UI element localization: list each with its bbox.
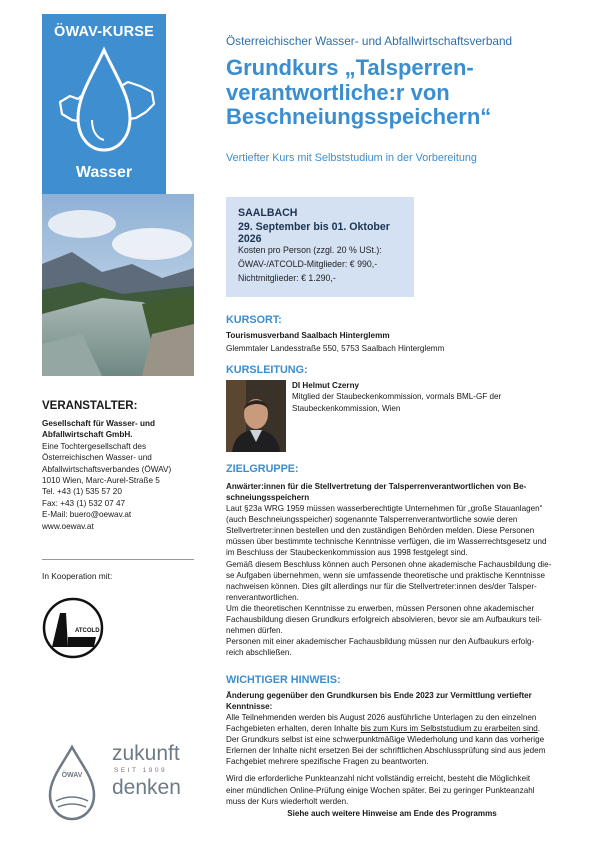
body-line: reich abschließen. (226, 648, 292, 658)
body-text: . (537, 724, 541, 734)
oewav-zukunft-logo (42, 743, 102, 821)
cost-line: ÖWAV-/ATCOLD-Mitglieder: € 990,- (238, 259, 378, 269)
course-date: 29. September bis 01. Oktober 2026 (238, 221, 390, 245)
oewav-logo-letters: ÖWAV (61, 772, 83, 779)
course-title-line: Beschneiungsspeichern“ (226, 104, 492, 129)
body-line: einer mündlichen Online-Prüfung einige Wochen später. Bei zu geringer Punkteanzahl (226, 785, 535, 795)
target-group-line: Anwärter:innen für die Stellvertretung der Talsperrenverantwortlichen von Be- (226, 482, 527, 491)
course-title (226, 56, 566, 130)
body-line: muss der Kurs wiederholt werden. (226, 796, 349, 806)
instructor-role-line: Staubeckenkommission, Wien (292, 403, 401, 413)
cost-line: Kosten pro Person (zzgl. 20 % USt.): (238, 245, 382, 255)
instructor-photo (226, 380, 286, 452)
venue-name: Tourismusverband Saalbach Hinterglemm (226, 331, 390, 340)
organizer-name-line: Gesellschaft für Wasser- und (42, 419, 155, 428)
body-line: müssen über bestimmte technische Kenntnisse verfügen, die im Wasserrechtsgesetz und (226, 537, 547, 547)
body-line: nehmen dürfen. (226, 626, 283, 636)
organizer-fax: Fax: +43 (1) 532 07 47 (42, 498, 126, 508)
course-costs (238, 243, 382, 285)
organizer-line: Österreichischen Wasser- und (42, 453, 152, 463)
course-title-line: verantwortliche:r von (226, 79, 450, 105)
course-title-line: Grundkurs „Talsperren- (226, 55, 474, 80)
zukunft-word: zukunft (112, 742, 180, 765)
body-line: Erlernen der Inhalte nicht ersetzen Bei der schriftlichen Abschlussprüfung sind aus jedem (226, 746, 546, 756)
see-also-note: Siehe auch weitere Hinweise am Ende des Programms (287, 809, 497, 818)
atcold-logo-text: ATCOLD (75, 628, 100, 634)
kursort-heading: KURSORT: (226, 314, 282, 326)
self-study-emphasis: bis zum Kurs im Selbststudium zu erarbeiten sind (360, 724, 538, 734)
target-group-line: schneiungsspeichern (226, 493, 310, 503)
body-line (226, 723, 558, 734)
organizer-line: Abfallwirtschaftsverbandes (ÖWAV) (42, 464, 172, 474)
organizer-line: Eine Tochtergesellschaft des (42, 441, 147, 451)
body-line: Laut §23a WRG 1959 müssen wasserberechtigte Unternehmen für „große Stauanlagen“ (226, 504, 543, 514)
organizer-address: 1010 Wien, Marc-Aurel-Straße 5 (42, 476, 160, 486)
body-line: (auch Beschneiungsspeicher) sogenannte Talsperrenverantwortliche sowie deren (226, 515, 518, 525)
instructor-info (292, 380, 522, 414)
date-price-box (226, 197, 414, 297)
organizer-phone: Tel. +43 (1) 535 57 20 (42, 487, 122, 497)
body-line: Fachausbildung diesen Grundkurs erfolgreich absolvieren, bevor sie am Aufbaukurs teil- (226, 614, 542, 624)
river-photo (42, 194, 194, 376)
instructor-name: DI Helmut Czerny (292, 381, 360, 390)
instructor-role-line: Mitglied der Staubeckenkommission, vormals BML-GF der (292, 392, 502, 402)
body-line: Um die theoretischen Kenntnisse zu erwerben, müssen Personen ohne akademischer (226, 603, 535, 613)
body-line: Alle Teilnehmenden werden bis August 2026 ausführliche Unterlagen zu den einzelnen (226, 713, 537, 723)
body-line: Der Grundkurs selbst ist eine schwerpunktmäßige Wiederholung und kann das vorherige (226, 735, 545, 745)
organizer-website-link[interactable]: www.oewav.at (42, 521, 94, 531)
body-line: nachweisen können. Dies gilt allerdings nur für die Stellvertreter:innen des/der Talsper- (226, 581, 537, 591)
hinweis-heading: WICHTIGER HINWEIS: (226, 674, 341, 686)
body-line: renverantwortlichen. (226, 592, 299, 602)
hinweis-text (226, 690, 558, 807)
atcold-logo (42, 597, 104, 659)
body-text: Fachgebieten erhalten, deren Inhalte (226, 724, 361, 734)
body-line: im Beschluss der Staubeckenkommission aus 1998 festgelegt sind. (226, 548, 468, 558)
denken-word: denken (112, 776, 181, 799)
brand-subtitle: Wasser (75, 164, 133, 181)
body-line: Stellvertreter:innen bestellen und den zuständigen Behörden melden. Diese Personen (226, 526, 535, 536)
organizer-name-line: Abfallwirtschaft GmbH. (42, 430, 133, 440)
cooperation-label: In Kooperation mit: (42, 571, 113, 581)
body-line: Wird die erforderliche Punkteanzahl nicht vollständig erreicht, besteht die Möglichkeit (226, 774, 531, 784)
body-line: Fachgebiet mehrere spezifische Fragen zu beantworten. (226, 757, 429, 767)
course-place: SAALBACH (238, 207, 298, 219)
course-subtitle: Vertiefter Kurs mit Selbststudium in der Vorbereitung (226, 152, 477, 164)
organizer-details (42, 418, 192, 532)
notice-bold-line: Kenntnisse: (226, 702, 273, 712)
kursleitung-heading: KURSLEITUNG: (226, 364, 308, 376)
water-drop-austria-map-icon (48, 46, 160, 162)
body-line: se Aufgaben übernehmen, wenn sie umfassende theoretische und praktische Kenntnisse (226, 570, 546, 580)
kursort-details (226, 330, 444, 355)
body-line: Gemäß diesem Beschluss können auch Personen ohne akademische Fachausbildung die- (226, 559, 552, 569)
association-name: Österreichischer Wasser- und Abfallwirtschaftsverband (226, 34, 513, 48)
organizer-email[interactable]: E-Mail: buero@oewav.at (42, 510, 132, 520)
brand-title: ÖWAV-KURSE (53, 24, 155, 40)
cost-line: Nichtmitglieder: € 1.290,- (238, 273, 336, 283)
zukunft-denken-wordmark (112, 743, 202, 799)
organizer-heading: VERANSTALTER: (42, 400, 138, 412)
notice-bold-line: Änderung gegenüber den Grundkursen bis Ende 2023 zur Vermittlung vertiefter (226, 691, 532, 700)
venue-address: Glemmtaler Landesstraße 550, 5753 Saalbach Hinterglemm (226, 343, 445, 353)
brand-panel (42, 14, 166, 194)
divider (42, 559, 194, 560)
body-line: Personen mit einer akademischer Fachausbildung müssen nur den Aufbaukurs erfolg- (226, 637, 535, 647)
since-label: SEIT 1909 (114, 767, 168, 774)
zielgruppe-text (226, 481, 558, 658)
zielgruppe-heading: ZIELGRUPPE: (226, 463, 299, 475)
